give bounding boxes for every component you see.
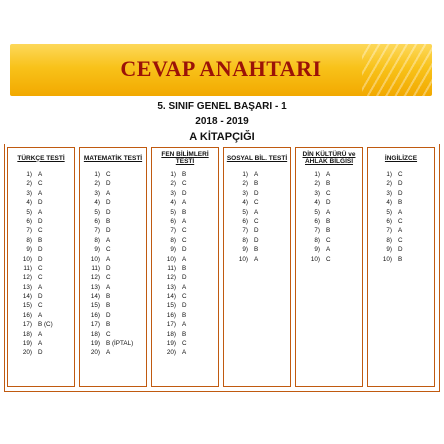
- answer-row: [368, 208, 434, 217]
- question-number: 12): [22, 274, 32, 282]
- answer-row: [152, 179, 218, 188]
- answer-letter: A: [182, 217, 187, 225]
- question-number: 3): [94, 189, 100, 197]
- question-number: 4): [26, 199, 32, 207]
- answer-row: [296, 170, 362, 179]
- question-number: 16): [22, 311, 32, 319]
- answer-row: [8, 255, 74, 264]
- answer-row: [224, 198, 290, 207]
- answer-letter: A: [38, 311, 43, 319]
- question-number: 4): [314, 199, 320, 207]
- answer-row: [224, 255, 290, 264]
- answer-row: [224, 170, 290, 179]
- question-number: 20): [22, 349, 32, 357]
- question-number: 10): [22, 255, 32, 263]
- question-number: 9): [314, 246, 320, 254]
- answer-row: [8, 198, 74, 207]
- column-matematik: [79, 147, 147, 387]
- answer-letter: D: [38, 349, 43, 357]
- column-header: SOSYAL BİL. TESTİ: [226, 154, 288, 162]
- answer-row: [8, 236, 74, 245]
- answer-letter: A: [254, 255, 259, 263]
- question-number: 6): [170, 217, 176, 225]
- answer-row: [8, 245, 74, 254]
- answer-letter: D: [398, 180, 403, 188]
- answer-row: [80, 283, 146, 292]
- question-number: 12): [90, 274, 100, 282]
- answer-list: [368, 170, 434, 264]
- answer-letter: B: [254, 246, 259, 254]
- question-number: 19): [90, 340, 100, 348]
- question-number: 8): [94, 236, 100, 244]
- answer-row: [152, 217, 218, 226]
- question-number: 1): [242, 171, 248, 178]
- answer-letter: A: [38, 283, 43, 291]
- question-number: 19): [166, 340, 176, 348]
- answer-letter: B: [398, 199, 403, 207]
- answer-row: [296, 208, 362, 217]
- question-number: 8): [314, 236, 320, 244]
- answer-letter: D: [106, 227, 111, 235]
- answer-letter: D: [106, 208, 111, 216]
- question-number: 1): [386, 171, 392, 178]
- answer-list: [8, 170, 74, 358]
- answer-row: [80, 226, 146, 235]
- question-number: 6): [94, 217, 100, 225]
- answer-row: [152, 292, 218, 301]
- answer-letter: D: [326, 199, 331, 207]
- question-number: 8): [242, 236, 248, 244]
- answer-row: [8, 189, 74, 198]
- answer-row: [296, 245, 362, 254]
- question-number: 16): [166, 311, 176, 319]
- question-number: 3): [26, 189, 32, 197]
- answer-row: [368, 236, 434, 245]
- column-ingilizce: [367, 147, 435, 387]
- answer-row: [80, 292, 146, 301]
- answer-letter: D: [182, 189, 187, 197]
- answer-list: [296, 170, 362, 264]
- answer-row: [8, 301, 74, 310]
- answer-row: [8, 170, 74, 179]
- answer-row: [80, 273, 146, 282]
- answer-letter: D: [106, 311, 111, 319]
- answer-letter: B: [326, 217, 331, 225]
- question-number: 5): [386, 208, 392, 216]
- answer-letter: C: [182, 293, 187, 301]
- question-number: 15): [166, 302, 176, 310]
- question-number: 17): [22, 321, 32, 329]
- booklet-label: A KİTAPÇIĞI: [189, 131, 255, 143]
- answer-row: [80, 255, 146, 264]
- question-number: 11): [23, 264, 32, 272]
- answer-row: [368, 198, 434, 207]
- answer-letter: D: [106, 180, 111, 188]
- answer-letter: C: [398, 171, 403, 178]
- answer-row: [152, 301, 218, 310]
- question-number: 7): [242, 227, 248, 235]
- question-number: 18): [90, 330, 100, 338]
- answer-letter: D: [182, 274, 187, 282]
- question-number: 13): [90, 283, 100, 291]
- answer-row: [8, 283, 74, 292]
- answer-row: [152, 283, 218, 292]
- question-number: 3): [242, 189, 248, 197]
- question-number: 1): [94, 171, 100, 178]
- answer-letter: C: [106, 246, 111, 254]
- question-number: 1): [170, 171, 176, 178]
- question-number: 15): [90, 302, 100, 310]
- column-header: TÜRKÇE TESTİ: [17, 154, 65, 162]
- answer-row: [152, 273, 218, 282]
- question-number: 3): [170, 189, 176, 197]
- answer-row: [152, 189, 218, 198]
- answer-letter: C: [106, 330, 111, 338]
- question-number: 2): [242, 180, 248, 188]
- answer-letter: A: [254, 171, 259, 178]
- answer-letter: D: [38, 246, 43, 254]
- answer-letter: C: [398, 236, 403, 244]
- answer-list: [224, 170, 290, 264]
- answer-letter: B: [38, 236, 43, 244]
- answer-row: [368, 179, 434, 188]
- answer-row: [296, 198, 362, 207]
- question-number: 5): [242, 208, 248, 216]
- answer-letter: D: [254, 189, 259, 197]
- answer-row: [296, 217, 362, 226]
- answer-letter: C: [182, 340, 187, 348]
- answer-letter: A: [182, 283, 187, 291]
- answer-letter: A: [182, 255, 187, 263]
- question-number: 2): [26, 180, 32, 188]
- answer-letter: C: [38, 302, 43, 310]
- question-number: 15): [22, 302, 32, 310]
- answer-row: [224, 226, 290, 235]
- question-number: 7): [170, 227, 176, 235]
- answer-letter: B: [106, 302, 111, 310]
- question-number: 14): [90, 293, 100, 301]
- question-number: 6): [26, 217, 32, 225]
- question-number: 14): [22, 293, 32, 301]
- answer-row: [8, 348, 74, 357]
- answer-letter: A: [106, 283, 111, 291]
- answer-row: [80, 339, 146, 348]
- question-number: 7): [314, 227, 320, 235]
- answer-row: [224, 179, 290, 188]
- question-number: 16): [90, 311, 100, 319]
- answer-row: [80, 236, 146, 245]
- answer-row: [152, 170, 218, 179]
- question-number: 10): [238, 255, 248, 263]
- answer-letter: D: [38, 293, 43, 301]
- question-number: 4): [242, 199, 248, 207]
- answer-row: [152, 208, 218, 217]
- question-number: 6): [242, 217, 248, 225]
- answer-letter: B: [182, 311, 187, 319]
- question-number: 17): [90, 321, 100, 329]
- question-number: 19): [22, 340, 32, 348]
- answer-letter: D: [38, 255, 43, 263]
- question-number: 6): [386, 217, 392, 225]
- answer-letter: B: [254, 180, 259, 188]
- answer-letter: B: [182, 264, 187, 272]
- answer-row: [80, 301, 146, 310]
- answer-letter: A: [182, 321, 187, 329]
- answer-row: [224, 189, 290, 198]
- question-number: 9): [242, 246, 248, 254]
- answer-list: [152, 170, 218, 358]
- answer-letter: C: [106, 171, 111, 178]
- answer-letter: A: [38, 189, 43, 197]
- answer-letter: C: [38, 264, 43, 272]
- answer-row: [80, 217, 146, 226]
- answer-letter: D: [38, 199, 43, 207]
- answer-letter: B (İPTAL): [106, 340, 134, 348]
- answer-row: [224, 217, 290, 226]
- answer-row: [368, 189, 434, 198]
- answer-letter: A: [182, 199, 187, 207]
- answer-letter: B: [106, 321, 111, 329]
- answer-row: [8, 208, 74, 217]
- answer-row: [80, 330, 146, 339]
- answer-letter: B: [182, 330, 187, 338]
- question-number: 9): [94, 246, 100, 254]
- question-number: 4): [170, 199, 176, 207]
- column-header: İNGİLİZCE: [384, 154, 418, 162]
- answer-letter: A: [398, 208, 403, 216]
- question-number: 2): [94, 180, 100, 188]
- answer-row: [152, 245, 218, 254]
- answer-row: [152, 320, 218, 329]
- answer-letter: C: [182, 180, 187, 188]
- answer-letter: A: [326, 208, 331, 216]
- question-number: 7): [94, 227, 100, 235]
- answer-letter: D: [106, 199, 111, 207]
- answer-letter: A: [326, 246, 331, 254]
- answer-row: [152, 264, 218, 273]
- answer-row: [296, 189, 362, 198]
- answer-row: [152, 339, 218, 348]
- answer-row: [368, 255, 434, 264]
- question-number: 7): [26, 227, 32, 235]
- answer-letter: A: [38, 171, 43, 178]
- answer-row: [152, 236, 218, 245]
- question-number: 17): [166, 321, 176, 329]
- column-sosyal: [223, 147, 291, 387]
- answer-row: [8, 264, 74, 273]
- column-turkce: [7, 147, 75, 387]
- answer-letter: B: [326, 227, 331, 235]
- answer-row: [368, 226, 434, 235]
- answer-row: [152, 348, 218, 357]
- question-number: 3): [386, 189, 392, 197]
- question-number: 18): [22, 330, 32, 338]
- question-number: 8): [170, 236, 176, 244]
- question-number: 2): [170, 180, 176, 188]
- answer-row: [80, 189, 146, 198]
- question-number: 10): [166, 255, 176, 263]
- question-number: 10): [382, 255, 392, 263]
- answer-letter: A: [182, 349, 187, 357]
- question-number: 1): [314, 171, 320, 178]
- answer-letter: D: [398, 246, 403, 254]
- answer-row: [224, 236, 290, 245]
- question-number: 13): [166, 283, 176, 291]
- answer-row: [80, 170, 146, 179]
- answer-list: [80, 170, 146, 358]
- question-number: 14): [166, 293, 176, 301]
- question-number: 8): [386, 236, 392, 244]
- answer-letter: D: [254, 236, 259, 244]
- question-number: 5): [170, 208, 176, 216]
- question-number: 11): [167, 264, 176, 272]
- answer-row: [8, 179, 74, 188]
- answer-row: [80, 348, 146, 357]
- answer-letter: A: [106, 349, 111, 357]
- answer-row: [8, 320, 74, 329]
- answer-row: [80, 179, 146, 188]
- answer-letter: D: [182, 302, 187, 310]
- answer-row: [368, 245, 434, 254]
- question-number: 4): [94, 199, 100, 207]
- answer-row: [80, 198, 146, 207]
- answer-letter: B: [106, 293, 111, 301]
- answer-row: [152, 330, 218, 339]
- answer-letter: C: [254, 199, 259, 207]
- column-din: [295, 147, 363, 387]
- question-number: 4): [386, 199, 392, 207]
- column-header: FEN BİLİMLERİ TESTİ: [161, 151, 209, 165]
- question-number: 7): [386, 227, 392, 235]
- question-number: 10): [90, 255, 100, 263]
- answer-row: [368, 217, 434, 226]
- answer-row: [152, 226, 218, 235]
- answer-letter: C: [326, 255, 331, 263]
- column-header: MATEMATİK TESTİ: [83, 154, 143, 162]
- answer-row: [296, 179, 362, 188]
- question-number: 2): [386, 180, 392, 188]
- answer-letter: A: [38, 340, 43, 348]
- exam-year: 2018 - 2019: [195, 116, 249, 127]
- answer-letter: A: [38, 330, 43, 338]
- question-number: 18): [166, 330, 176, 338]
- answer-letter: B: [326, 180, 331, 188]
- answer-letter: C: [38, 227, 43, 235]
- question-number: 11): [91, 264, 100, 272]
- question-number: 5): [26, 208, 32, 216]
- answer-row: [152, 198, 218, 207]
- answer-row: [8, 217, 74, 226]
- column-header: DİN KÜLTÜRÜ ve AHLAK BİLGİSİ: [302, 151, 356, 165]
- question-number: 12): [166, 274, 176, 282]
- question-number: 20): [90, 349, 100, 357]
- answer-row: [224, 245, 290, 254]
- question-number: 10): [310, 255, 320, 263]
- question-number: 6): [314, 217, 320, 225]
- answer-letter: A: [254, 208, 259, 216]
- answer-row: [296, 255, 362, 264]
- banner-title: CEVAP ANAHTARI: [120, 56, 322, 81]
- question-number: 9): [386, 246, 392, 254]
- answer-letter: A: [398, 227, 403, 235]
- question-number: 20): [166, 349, 176, 357]
- answer-row: [8, 273, 74, 282]
- question-number: 5): [94, 208, 100, 216]
- answer-letter: D: [254, 227, 259, 235]
- answer-letter: C: [106, 274, 111, 282]
- title-banner: [10, 44, 432, 96]
- answer-letter: C: [182, 236, 187, 244]
- answer-row: [224, 208, 290, 217]
- question-number: 2): [314, 180, 320, 188]
- question-number: 3): [314, 189, 320, 197]
- answer-letter: D: [398, 189, 403, 197]
- answer-letter: C: [254, 217, 259, 225]
- answer-row: [368, 170, 434, 179]
- answer-letter: A: [38, 208, 43, 216]
- answer-row: [296, 226, 362, 235]
- question-number: 5): [314, 208, 320, 216]
- answer-letter: A: [106, 189, 111, 197]
- answer-letter: C: [398, 217, 403, 225]
- answer-row: [80, 208, 146, 217]
- answer-row: [80, 311, 146, 320]
- answer-letter: C: [38, 274, 43, 282]
- answer-row: [296, 236, 362, 245]
- answer-letter: A: [106, 255, 111, 263]
- question-number: 9): [26, 246, 32, 254]
- answer-letter: C: [182, 227, 187, 235]
- answer-row: [8, 311, 74, 320]
- answer-letter: B: [106, 217, 111, 225]
- question-number: 1): [26, 171, 32, 178]
- answer-letter: D: [106, 264, 111, 272]
- answer-letter: C: [38, 180, 43, 188]
- answer-row: [8, 339, 74, 348]
- answer-letter: C: [326, 236, 331, 244]
- answer-letter: D: [38, 217, 43, 225]
- answer-letter: A: [106, 236, 111, 244]
- column-fen: [151, 147, 219, 387]
- answer-row: [8, 330, 74, 339]
- answer-row: [152, 311, 218, 320]
- answer-letter: B (C): [38, 321, 53, 329]
- answer-letter: C: [326, 189, 331, 197]
- answer-row: [152, 255, 218, 264]
- question-number: 8): [26, 236, 32, 244]
- answer-letter: B: [398, 255, 403, 263]
- answer-letter: A: [326, 171, 331, 178]
- exam-title: 5. SINIF GENEL BAŞARI - 1: [157, 101, 287, 112]
- answer-row: [8, 292, 74, 301]
- question-number: 13): [22, 283, 32, 291]
- answer-letter: D: [182, 246, 187, 254]
- answer-row: [80, 245, 146, 254]
- question-number: 9): [170, 246, 176, 254]
- answer-row: [8, 226, 74, 235]
- answer-letter: B: [182, 208, 187, 216]
- answer-letter: B: [182, 171, 187, 178]
- answer-row: [80, 320, 146, 329]
- answer-row: [80, 264, 146, 273]
